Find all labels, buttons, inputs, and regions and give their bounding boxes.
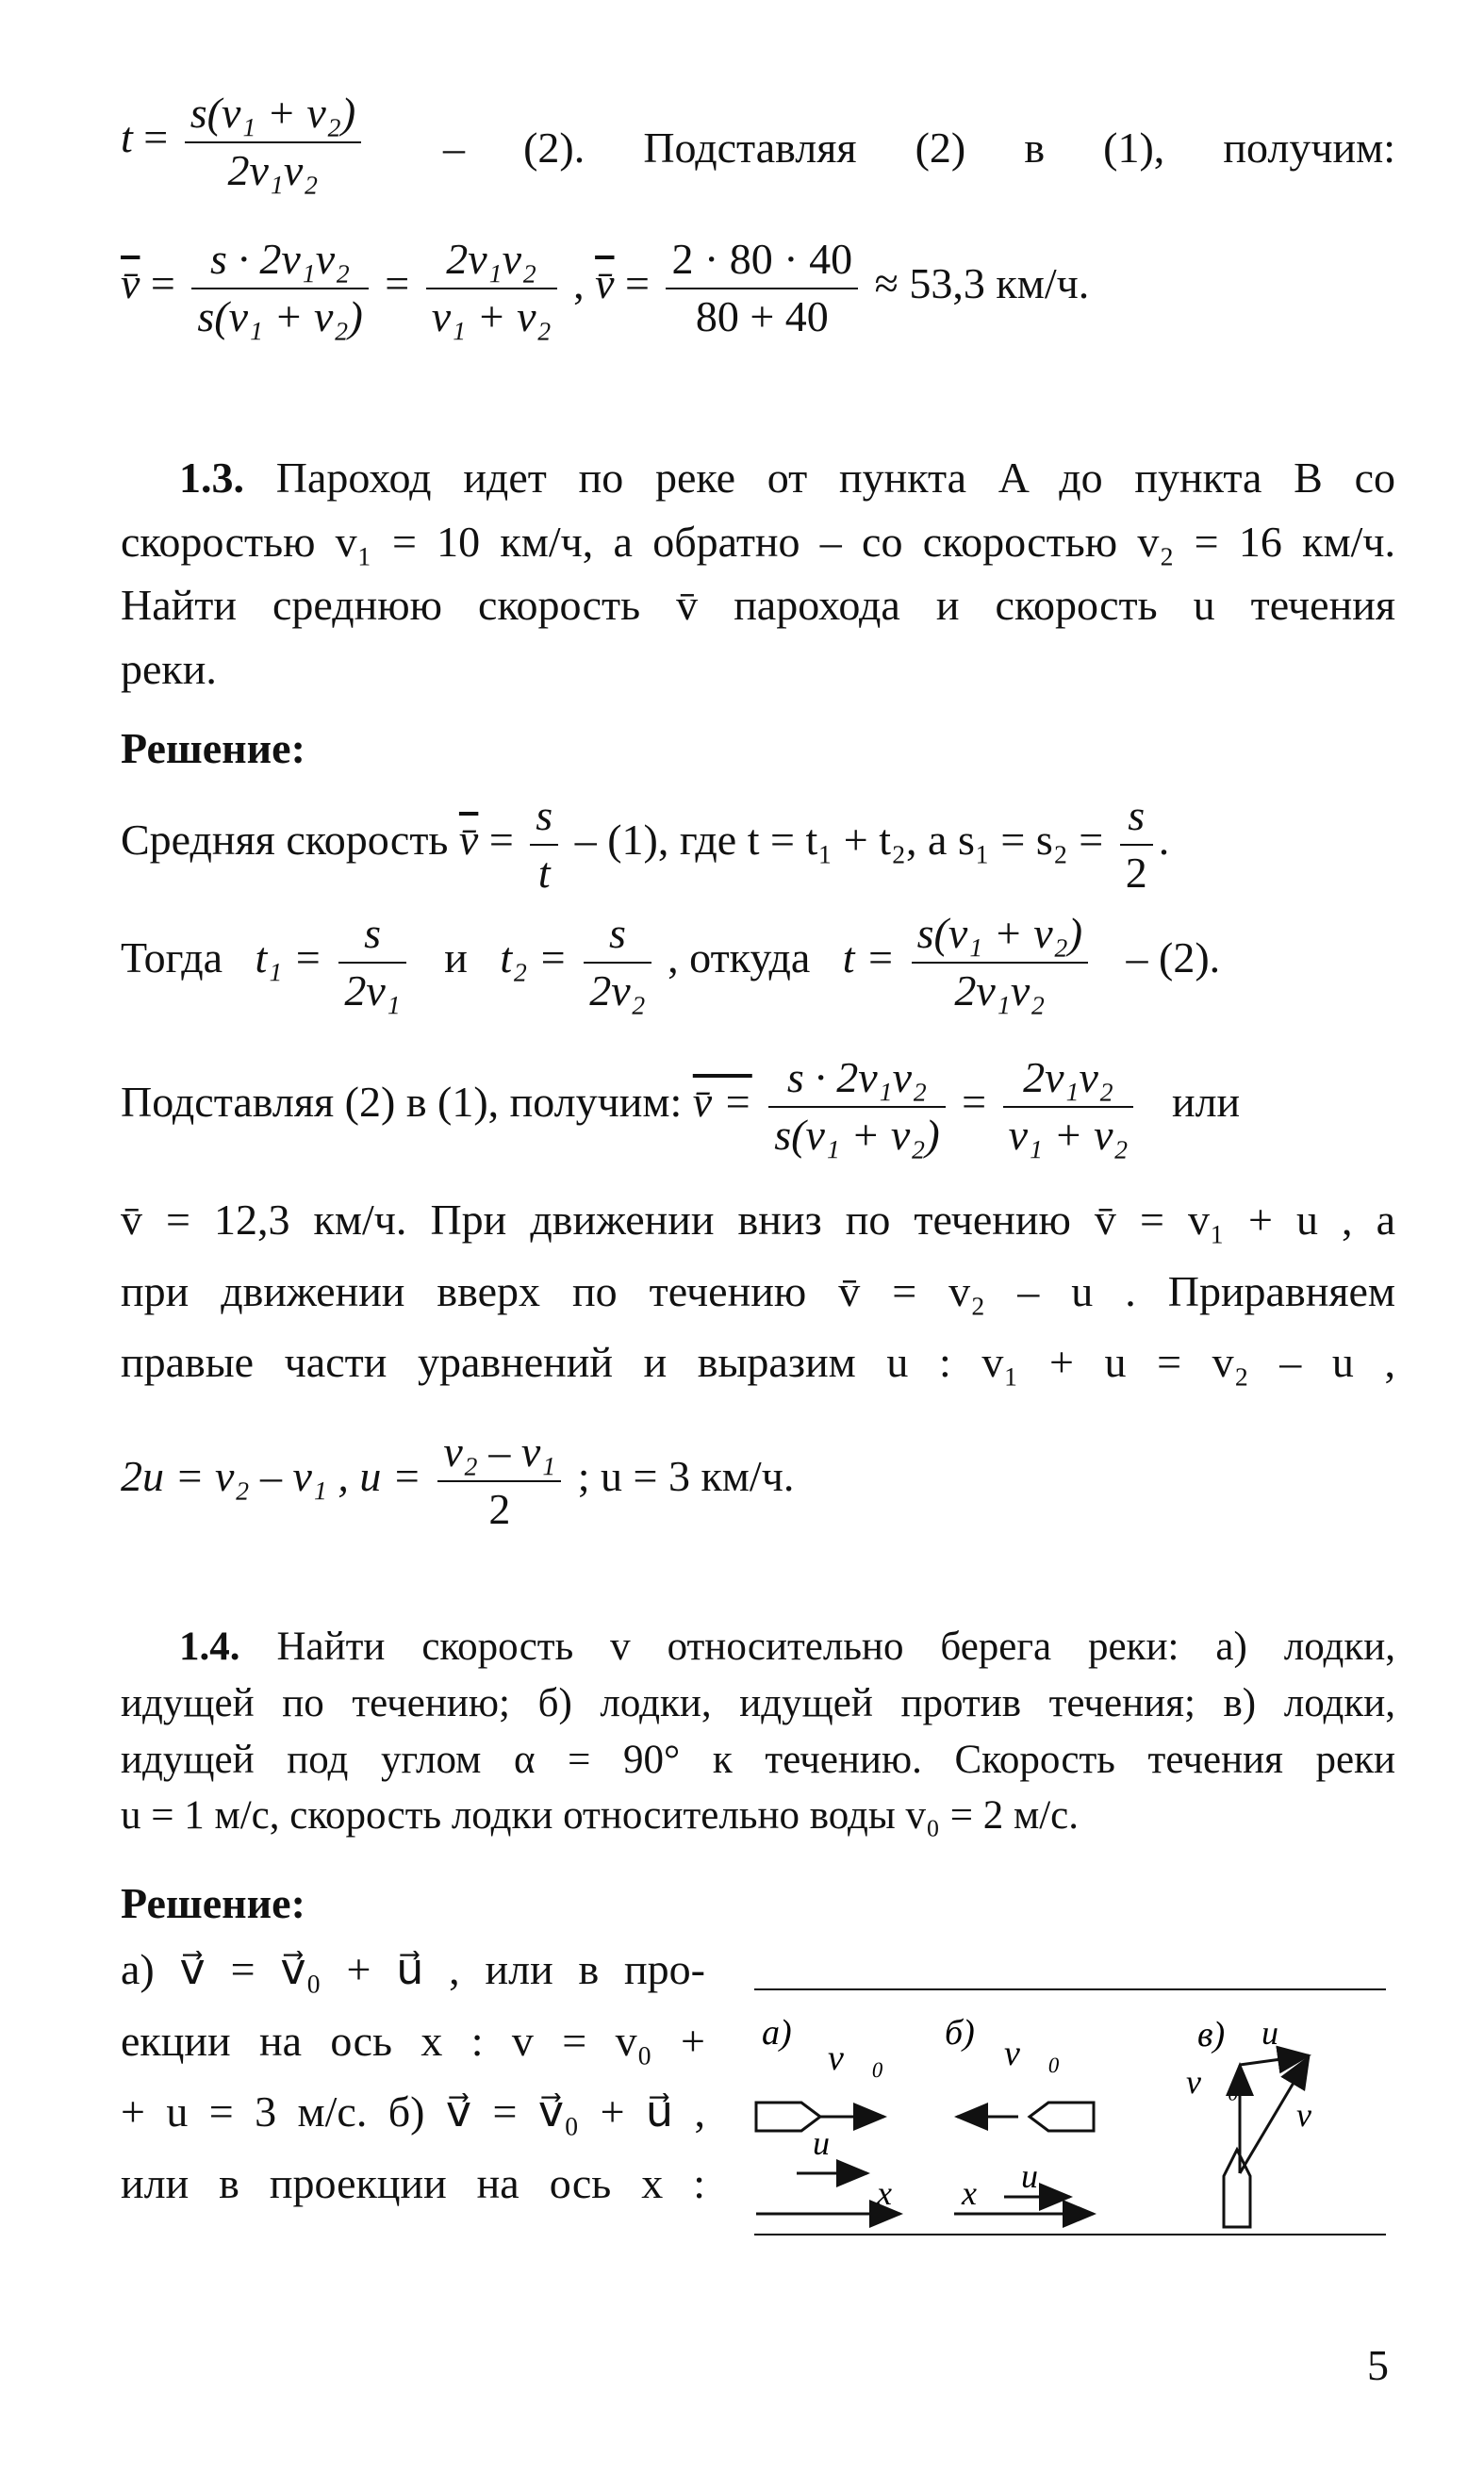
s2-t-frac [912,910,1088,1015]
s7-frac [437,1428,561,1533]
s2-t1: t₁ = [255,933,322,982]
problem-1-3-number: 1.3. [179,454,244,502]
formula-vavg-result: ≈ 53,3 км/ч. [874,259,1090,308]
solution-1-3-line7 [121,1428,794,1533]
problem-1-3-line3: Найти среднюю скорость v̄ парохода и скорость u течения [121,581,1395,629]
formula-t-numerator: s(v₁ + v₂) [185,90,361,143]
label-c-v0: v⃗₀ [1186,2063,1240,2101]
s2-tail: – (2). [1126,933,1221,982]
solution-1-3-line1: Средняя скорость v̄ = $\frac{s}{t}$ – (1), где t = t₁ + t₂, а s₁ = s₂ = $\frac{s}{2}$ . [121,791,1170,897]
label-a: а) [762,2013,792,2053]
s3-frac2 [1003,1054,1134,1159]
s1-frac2-num: s [1120,792,1153,846]
s7-den: 2 [488,1484,511,1533]
s2-whence: , откуда [668,933,811,982]
solution-1-4-text [121,1942,705,2210]
frac3-den: 80 + 40 [695,291,829,340]
label-c: в) [1197,2015,1226,2054]
problem-1-4-line3: идущей под углом α = 90° к течению. Скорость течения реки [121,1737,1395,1782]
s1-frac-den: t [537,848,551,897]
formula-t-fraction [185,90,361,194]
s7-a: 2u = v₂ – v₁ , u = [121,1452,421,1501]
formula-vavg-symbol-2: v̄ [595,259,615,308]
formula-t-symbol: t [121,113,133,162]
problem-1-4-line4: u = 1 м/с, скорость лодки относительно воды v₀ = 2 м/с. [121,1793,1079,1839]
s1-text: Средняя скорость [121,816,449,865]
frac1-den: s(v₁ + v₂) [197,291,363,340]
s2-t2: t₂ = [500,933,568,982]
s1-v: v̄ [458,816,479,865]
label-a-v0: v⃗₀ [828,2038,884,2078]
s2-t1-den: 2v₁ [344,965,401,1015]
label-b-x: x [962,2174,977,2212]
s3-text: Подставляя (2) в (1), получим: [121,1078,683,1127]
s7-b: ; u = 3 км/ч. [577,1452,795,1501]
s2-t-num: s(v₁ + v₂) [912,910,1088,964]
s3-or: или [1171,1078,1241,1127]
solution-1-3-line2 [121,910,1395,1015]
formula-vavg-frac1 [191,236,368,340]
s5-line: при движении вверх по течению v̄ = v₂ – u . Приравняем [121,1266,1395,1315]
sol14-line2: екции на ось x : v = v₀ + [121,2016,705,2065]
s4-line: v̄ = 12,3 км/ч. При движении вниз по течению v̄ = v₁ + u , а [121,1196,1395,1244]
solution-title-1-3: Решение: [121,724,305,772]
formula-vavg-symbol: v̄ [121,259,140,308]
s2-t: t = [842,933,896,982]
label-c-v: v⃗ [1296,2096,1338,2134]
formula-vavg: v̄ = $\frac{\text{s · 2v₁v₂}}{\text{s(v₁ + v₂)}}$ = $\frac{\text{2v₁v₂}}{\text{v₁ + v₂}}$ , v̄ = $\frac{2 \cdot 80 \cdot 40}{80 + 40}$ ≈ 53,3 км/ч. [121,235,1090,340]
problem-1-4-number: 1.4. [179,1625,240,1669]
s3-den2: v₁ + v₂ [1008,1110,1129,1159]
problem-1-4-line2: идущей по течению; б) лодки, идущей против течения; в) лодки, [121,1680,1395,1725]
s2-t2-den: 2v₂ [589,965,646,1015]
s3-v: v̄ = [692,1078,752,1127]
formula-t-tail: – (2). Подставляя (2) в (1), получим: [443,124,1395,172]
s1-tail: – (1), где t = t₁ + t₂, а s₁ = s₂ = [574,816,1104,865]
label-b-v0: v⃗₀ [1004,2034,1061,2073]
sol14-line4: или в проекции на ось x : [121,2158,705,2207]
s1-frac [530,792,558,897]
solution-1-3-lines [121,1193,1395,1390]
s1-frac-num: s [530,792,558,846]
s1-frac2-den: 2 [1125,848,1147,897]
arrow-c-u [1240,2055,1309,2065]
s2-and: и [444,933,468,982]
sol14-line3: + u = 3 м/с. б) v⃗ = v⃗₀ + u⃗ , [121,2087,705,2136]
s2-t1-num: s [338,910,405,964]
problem-1-3-line1 [121,451,1395,505]
velocity-figure [745,1961,1405,2263]
sol14-line1: а) v⃗ = v⃗₀ + u⃗ , или в про- [121,1945,705,1993]
s3-num1: s · 2v₁v₂ [768,1054,945,1108]
boat-b-icon [1030,2103,1094,2131]
s2-t2-frac [584,910,651,1015]
s2-t-den: 2v₁v₂ [954,965,1046,1015]
formula-vavg-frac3 [666,236,858,340]
solution-1-3-line3: Подставляя (2) в (1), получим: v̄ = $\frac{\text{s · 2v₁v₂}}{\text{s(v₁ + v₂)}}$ = $\frac{\text{2v₁v₂}}{\text{v₁ + v₂}}$ или [121,1053,1241,1159]
solution-title-1-4: Решение: [121,1879,305,1927]
problem-1-4-text1: Найти скорость v относительно берега реки: а) лодки, [276,1625,1396,1669]
page-number: 5 [1367,2341,1389,2389]
frac3-num: 2 · 80 · 40 [666,236,858,289]
formula-vavg-frac2 [426,236,557,340]
label-b: б) [945,2013,975,2053]
label-a-u: u [813,2124,830,2162]
frac1-num: s · 2v₁v₂ [191,236,368,289]
s3-den1: s(v₁ + v₂) [774,1110,940,1159]
problem-1-3-text1: Пароход идет по реке от пункта A до пункта B со [275,454,1396,502]
s6-line: правые части уравнений и выразим u : v₁ + u = v₂ – u , [121,1338,1395,1386]
problem-1-3-line4: реки. [121,644,217,693]
s3-frac1 [768,1054,945,1159]
problem-1-3-line2: скоростью v₁ = 10 км/ч, а обратно – со скоростью v₂ = 16 км/ч. [121,517,1395,566]
frac2-num: 2v₁v₂ [426,236,557,289]
formula-t: t = $\frac{\text{s(v₁ + v₂)}}{\text{2v₁v₂}}$ [121,90,367,194]
label-b-u: u [1021,2157,1038,2195]
frac2-den: v₁ + v₂ [431,291,552,340]
s2-t2-num: s [584,910,651,964]
problem-1-4 [121,1622,1395,1841]
s2-then: Тогда [121,933,223,982]
s3-num2: 2v₁v₂ [1003,1054,1134,1108]
problem-1-4-line1 [121,1622,1395,1673]
s7-num: v₂ – v₁ [437,1428,561,1482]
label-c-u: u [1261,2014,1278,2052]
s2-t1-frac [338,910,405,1015]
formula-t-denominator: 2v₁v₂ [227,145,319,194]
s1-frac2 [1120,792,1153,897]
boat-a-icon [756,2103,820,2131]
problem-1-3 [121,451,1395,696]
label-a-x: x [877,2174,892,2212]
